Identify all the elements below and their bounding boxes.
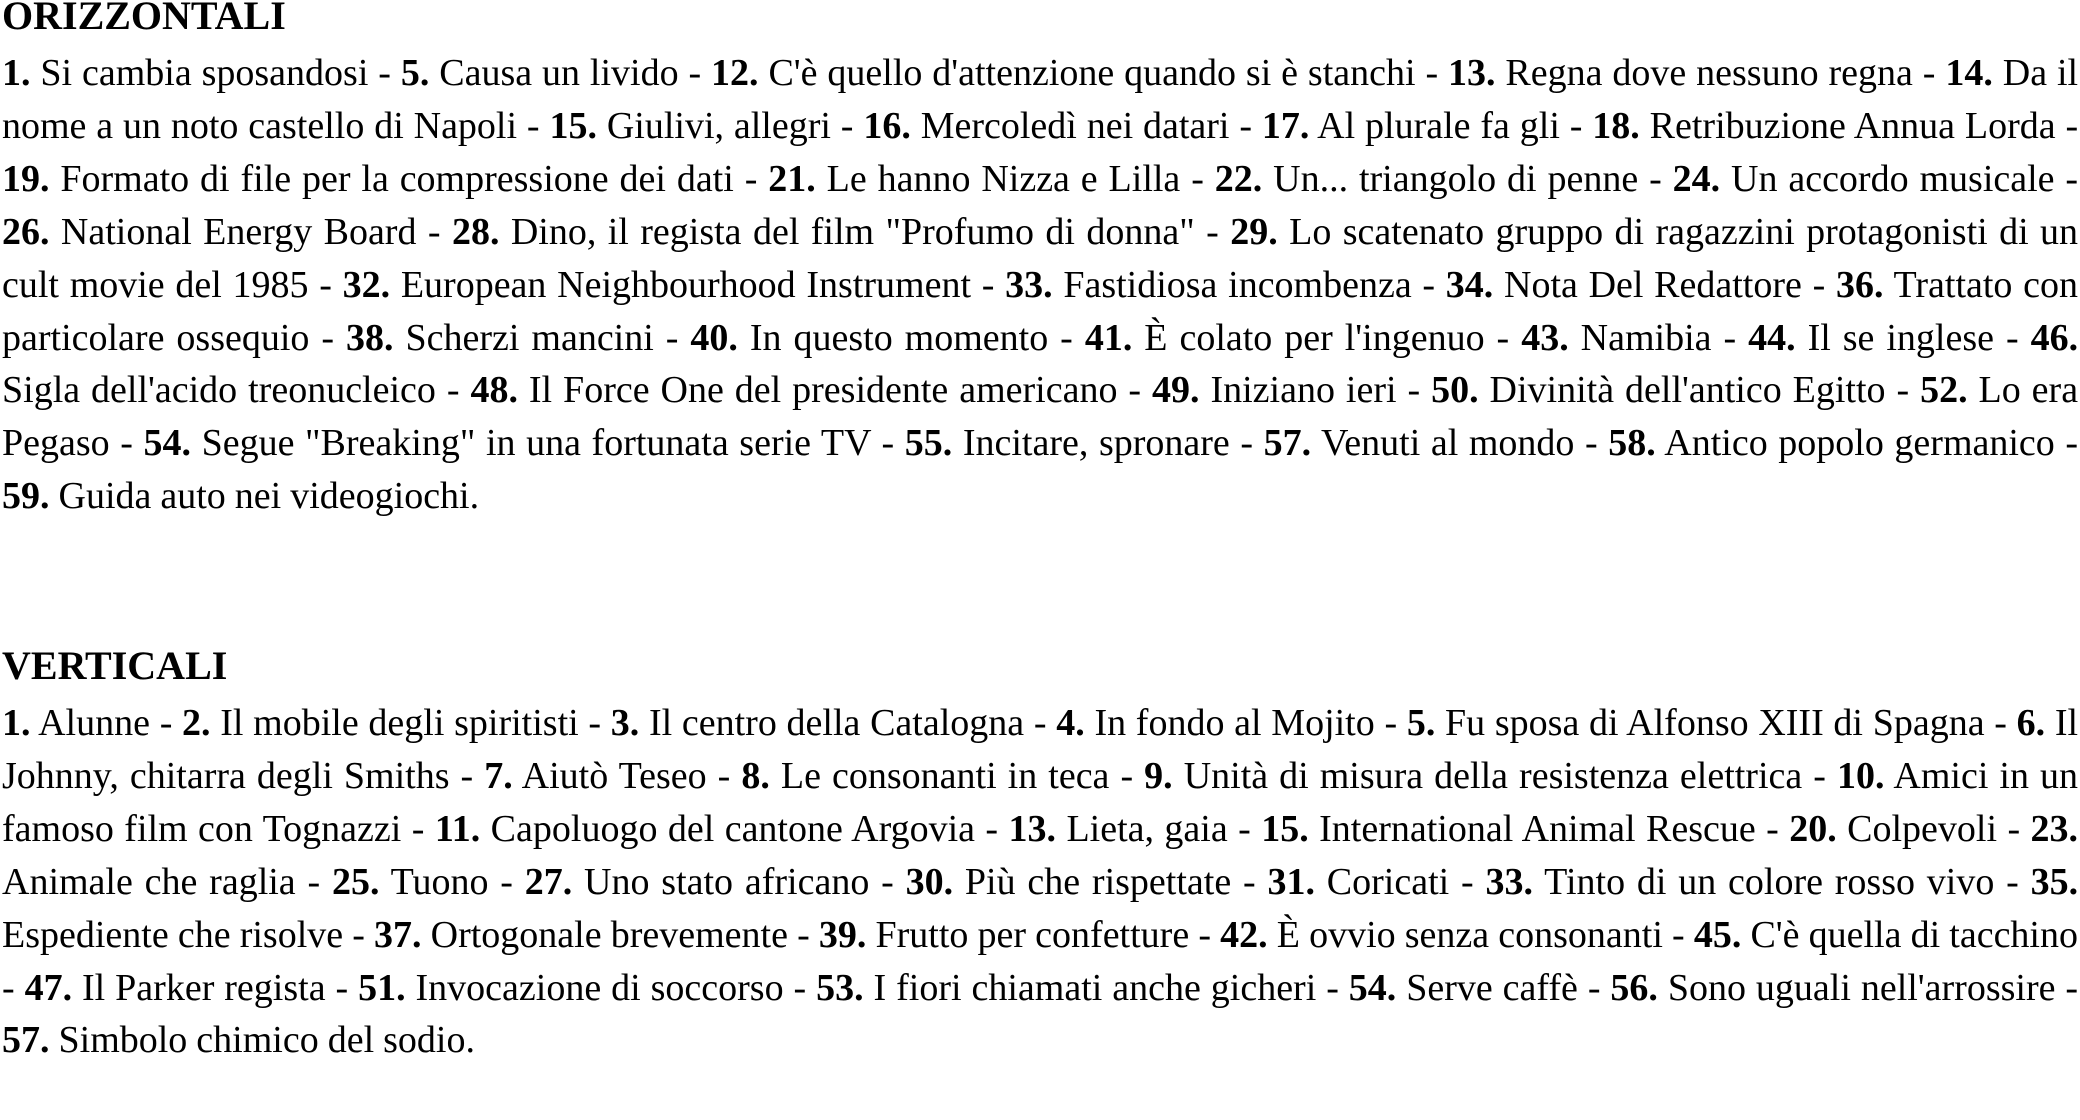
clue xyxy=(1608,422,2055,464)
clue xyxy=(1407,702,1985,744)
clue xyxy=(358,967,784,1009)
clue-text: Capoluogo del cantone Argovia xyxy=(490,807,976,850)
clue-number: 26. xyxy=(2,210,50,253)
clue-text: Segue "Breaking" in una fortunata serie TV xyxy=(201,422,871,465)
clue-number: 35. xyxy=(2030,860,2079,903)
clue-list: 1. Alunne - 2. Il mobile degli spiritisti - 3. Il centro della Catalogna - 4. In fondo al Mojito - 5. Fu sposa di Alfonso XIII di Spagna - 6. Il Johnny, chitarra degli Smiths - 7. Aiutò Teseo - 8. Le consonanti in teca - 9. Unità di misura della resistenza elettrica - 10. Amici in un famoso film con Tognazzi - 11. Capoluogo del cantone Argovia - 13. Lieta, gaia - 15. International Animal Rescue - 20. Colpevoli - 23. Animale che raglia - 25. Tuono - 27. Uno stato africano - 30. Più che rispettate - 31. Coricati - 33. Tinto di un colore rosso vivo - 35. Espediente che risolve - 37. Ortogonale brevemente - 39. Frutto per confetture - 42. È ovvio senza consonanti - 45. C'è quella di tacchino - 47. Il Parker regista - 51. Invocazione di soccorso - 53. I fiori chiamati anche gicheri - 54. Serve caffè - 56. Sono uguali nell'arrossire - 57. Simbolo chimico del sodio. xyxy=(2,702,2079,1062)
clue-number: 8. xyxy=(741,754,770,797)
clue-text: In fondo al Mojito xyxy=(1094,702,1375,744)
clue-number: 5. xyxy=(400,52,430,94)
clue xyxy=(144,422,871,464)
clue-number: 33. xyxy=(1485,860,1533,903)
clue-text: Divinità dell'antico Egitto xyxy=(1489,369,1886,412)
clue-text: Amici in un famoso film con Tognazzi xyxy=(2,754,2079,850)
clue-text: International Animal Rescue xyxy=(1319,807,1756,850)
clue-text: Namibia xyxy=(1580,316,1712,359)
clue-number: 46. xyxy=(2030,316,2079,359)
clue xyxy=(1262,105,1560,147)
clue xyxy=(1748,317,1994,359)
clue-text: Iniziano ieri xyxy=(1210,369,1397,412)
clue-text: Da il nome a un noto castello di Napoli xyxy=(2,52,2079,147)
clue-number: 25. xyxy=(331,860,380,903)
clue-text: Nota Del Redattore xyxy=(1504,263,1802,306)
clue xyxy=(525,861,870,903)
clue-number: 3. xyxy=(610,702,640,744)
clue-text: C'è quella di tacchino xyxy=(1750,913,2078,956)
clue-number: 54. xyxy=(143,422,191,465)
clue-number: 59. xyxy=(2,475,50,518)
clue xyxy=(549,105,830,147)
clue xyxy=(2,1019,475,1061)
clue-number: 18. xyxy=(1592,104,1640,147)
clue-number: 22. xyxy=(1214,157,1263,200)
clue xyxy=(711,52,1416,94)
clue xyxy=(435,808,975,850)
clue-number: 5. xyxy=(1406,702,1436,744)
clue xyxy=(1485,861,1994,903)
section-verticali xyxy=(2,643,2079,1067)
clue-text: Formato di file per la compressione dei dati xyxy=(60,157,734,200)
clue-text: È ovvio senza consonanti xyxy=(1276,913,1663,956)
section-title: ORIZZONTALI xyxy=(2,0,286,38)
clue xyxy=(470,369,1117,411)
clue-number: 57. xyxy=(1263,422,1312,465)
clue xyxy=(1215,158,1638,200)
clue-text: Un... triangolo di penne xyxy=(1273,157,1639,200)
clue-number: 38. xyxy=(346,316,394,359)
clue-number: 11. xyxy=(434,807,481,850)
clue-number: 55. xyxy=(904,422,953,465)
clue-number: 53. xyxy=(816,966,864,1009)
clue xyxy=(332,861,489,903)
clue xyxy=(1152,369,1397,411)
clue-text: National Energy Board xyxy=(60,210,417,253)
clue xyxy=(1261,808,1756,850)
clue-number: 15. xyxy=(1261,807,1309,850)
clue-text: Lieta, gaia xyxy=(1066,807,1228,850)
clue-text: Serve caffè xyxy=(1406,966,1578,1009)
clue-text: Alunne xyxy=(38,702,150,744)
clue-number: 4. xyxy=(1056,702,1085,744)
clue-number: 43. xyxy=(1521,316,1569,359)
clue-text: Tuono xyxy=(390,860,489,903)
clue xyxy=(1264,422,1575,464)
clue xyxy=(1610,967,2055,1009)
clue-number: 1. xyxy=(2,702,31,744)
clue-text: Animale che raglia xyxy=(2,860,296,903)
clue-text: Fastidiosa incombenza xyxy=(1063,263,1412,306)
clue xyxy=(1694,914,2078,956)
clue-number: 54. xyxy=(1348,966,1397,1009)
clue xyxy=(768,158,1180,200)
clue-text: Le hanno Nizza e Lilla xyxy=(826,157,1181,200)
clue-number: 21. xyxy=(768,157,816,200)
clue-number: 36. xyxy=(1835,263,1884,306)
clue-number: 9. xyxy=(1144,754,1173,797)
clue-text: Dino, il regista del film "Profumo di donna" xyxy=(510,210,1195,253)
clue-text: Al plurale fa gli xyxy=(1317,104,1560,147)
clue-text: Uno stato africano xyxy=(584,860,870,903)
clue-text: Giulivi, allegri xyxy=(606,104,831,147)
clue xyxy=(819,914,1189,956)
clue-text: Aiutò Teseo xyxy=(521,754,707,797)
clue-number: 17. xyxy=(1261,104,1310,147)
clue-list: 1. Si cambia sposandosi - 5. Causa un livido - 12. C'è quello d'attenzione quando si è stanchi - 13. Regna dove nessuno regna - 14. Da il nome a un noto castello di Napoli - 15. Giulivi, allegri - 16. Mercoledì nei datari - 17. Al plurale fa gli - 18. Retribuzione Annua Lorda - 19. Formato di file per la compressione dei dati - 21. Le hanno Nizza e Lilla - 22. Un... triangolo di penne - 24. Un accordo musicale - 26. National Energy Board - 28. Dino, il regista del film "Profumo di donna" - 29. Lo scatenato gruppo di ragazzini protagonisti di un cult movie del 1985 - 32. European Neighbourhood Instrument - 33. Fastidiosa incombenza - 34. Nota Del Redattore - 36. Trattato con particolare ossequio - 38. Scherzi mancini - 40. In questo momento - 41. È colato per l'ingenuo - 43. Namibia - 44. Il se inglese - 46. Sigla dell'acido treonucleico - 48. Il Force One del presidente americano - 49. Iniziano ieri - 50. Divinità dell'antico Egitto - 52. Lo era Pegaso - 54. Segue "Breaking" in una fortunata serie TV - 55. Incitare, spronare - 57. Venuti al mondo - 58. Antico popolo germanico - 59. Guida auto nei videogiochi. xyxy=(2,52,2079,518)
clue-text: Il se inglese xyxy=(1807,316,1995,359)
clue-number: 31. xyxy=(1267,860,1315,903)
clue-number: 48. xyxy=(470,369,518,412)
clue xyxy=(2,52,368,94)
clue-text: Le consonanti in teca xyxy=(780,754,1110,797)
clue-number: 57. xyxy=(2,1019,50,1062)
clue-text: Ortogonale brevemente xyxy=(430,913,788,956)
clue-text: Il Force One del presidente americano xyxy=(528,369,1118,412)
clue-text: Mercoledì nei datari xyxy=(920,104,1230,147)
clue-text: Coricati xyxy=(1326,860,1450,903)
clue xyxy=(25,967,326,1009)
clue xyxy=(1448,52,1913,94)
clue-number: 29. xyxy=(1230,210,1278,253)
clue-number: 27. xyxy=(524,860,573,903)
clue-text: Lo era Pegaso xyxy=(2,369,2079,465)
clue-number: 20. xyxy=(1789,807,1837,850)
clue-text: Incitare, spronare xyxy=(962,422,1230,465)
clue xyxy=(2,475,479,517)
clue-number: 40. xyxy=(690,316,738,359)
clue-number: 28. xyxy=(451,210,500,253)
clue-text: Sono uguali nell'arrossire xyxy=(1667,966,2056,1009)
clue-text: European Neighbourhood Instrument xyxy=(400,263,972,306)
clue xyxy=(1521,317,1711,359)
clue xyxy=(1144,755,1802,797)
clue-text: In questo momento xyxy=(749,316,1049,359)
clue-number: 19. xyxy=(2,157,50,200)
clue-number: 49. xyxy=(1152,369,1200,412)
clue xyxy=(484,755,706,797)
clue-text: Scherzi mancini xyxy=(405,316,654,359)
clue-number: 15. xyxy=(549,104,597,147)
clue-text: Trattato con particolare ossequio xyxy=(2,263,2079,359)
clue-number: 23. xyxy=(2030,807,2079,850)
clue-number: 41. xyxy=(1084,316,1133,359)
clue-number: 45. xyxy=(1693,913,1742,956)
clue xyxy=(1349,967,1578,1009)
clue-text: Retribuzione Annua Lorda xyxy=(1649,104,2056,147)
clue-number: 16. xyxy=(863,104,911,147)
clue-number: 24. xyxy=(1672,157,1721,200)
clue-number: 12. xyxy=(711,52,759,94)
clue xyxy=(346,317,654,359)
clue xyxy=(1673,158,2055,200)
clue-text: Colpevoli xyxy=(1847,807,1998,850)
clue-text: Unità di misura della resistenza elettrica xyxy=(1183,754,1803,797)
clue-number: 52. xyxy=(1920,369,1968,412)
clue xyxy=(1431,369,1885,411)
clue xyxy=(2,211,416,253)
clue-number: 2. xyxy=(182,702,211,744)
clue-number: 32. xyxy=(342,263,391,306)
clue xyxy=(690,317,1048,359)
clue-text: Lo scatenato gruppo di ragazzini protagonisti di un cult movie del 1985 xyxy=(2,210,2079,306)
clue-number: 56. xyxy=(1610,966,1658,1009)
clue-number: 33. xyxy=(1005,263,1053,306)
clue-number: 51. xyxy=(358,966,406,1009)
clue-number: 10. xyxy=(1836,754,1885,797)
clue xyxy=(905,422,1230,464)
clue-text: Guida auto nei videogiochi. xyxy=(58,475,480,518)
clue-text: Regna dove nessuno regna xyxy=(1505,52,1913,94)
clue-text: Il Parker regista xyxy=(82,966,326,1009)
clue-text: C'è quello d'attenzione quando si è stanchi xyxy=(768,52,1416,94)
clue xyxy=(1085,317,1485,359)
clue xyxy=(1009,808,1228,850)
clue-text: Si cambia sposandosi xyxy=(40,52,369,94)
clue-number: 14. xyxy=(1945,52,1993,94)
clue xyxy=(1056,702,1375,744)
clue-number: 30. xyxy=(905,860,954,903)
clue xyxy=(2,158,734,200)
clue xyxy=(741,755,1109,797)
clue xyxy=(1789,808,1997,850)
clue-text: Più che rispettate xyxy=(964,860,1232,903)
clue-text: Venuti al mondo xyxy=(1321,422,1575,465)
clue-number: 42. xyxy=(1220,913,1268,956)
clue-text: Il centro della Catalogna xyxy=(648,702,1025,744)
clue xyxy=(452,211,1195,253)
clue xyxy=(374,914,788,956)
clue-number: 13. xyxy=(1008,807,1057,850)
clue xyxy=(401,52,679,94)
clue-text: Espediente che risolve xyxy=(2,913,344,956)
section-title: VERTICALI xyxy=(2,643,228,688)
clue-number: 50. xyxy=(1431,369,1479,412)
clue xyxy=(182,702,579,744)
clue xyxy=(816,967,1316,1009)
clue-number: 6. xyxy=(2016,702,2046,744)
clue-text: Invocazione di soccorso xyxy=(415,966,784,1009)
clue-text: Antico popolo germanico xyxy=(1664,422,2055,465)
clue-text: Simbolo chimico del sodio. xyxy=(58,1019,475,1062)
clue-text: Il Johnny, chitarra degli Smiths xyxy=(2,702,2079,797)
clue xyxy=(2,702,150,744)
clue-text: Un accordo musicale xyxy=(1731,157,2055,200)
clue-number: 44. xyxy=(1748,316,1796,359)
section-orizzontali xyxy=(2,0,2078,523)
clue xyxy=(343,264,971,306)
clue xyxy=(863,105,1229,147)
clue-number: 13. xyxy=(1448,52,1496,94)
clue-number: 37. xyxy=(374,913,422,956)
clue-text: Il mobile degli spiritisti xyxy=(220,702,579,744)
clue xyxy=(1005,264,1412,306)
clue xyxy=(1220,914,1663,956)
clue-number: 47. xyxy=(24,966,73,1009)
clue xyxy=(1592,105,2055,147)
clue-number: 7. xyxy=(484,754,513,797)
clue-text: Fu sposa di Alfonso XIII di Spagna xyxy=(1445,702,1985,744)
clue-text: Frutto per confetture xyxy=(875,913,1190,956)
clue-text: Tinto di un colore rosso vivo xyxy=(1544,860,1995,903)
clue-text: Causa un livido xyxy=(439,52,679,94)
clue-text: È colato per l'ingenuo xyxy=(1144,316,1485,359)
clue-number: 1. xyxy=(2,52,31,94)
clue-text: Sigla dell'acido treonucleico xyxy=(2,369,436,412)
clue-number: 39. xyxy=(818,913,867,956)
clue xyxy=(906,861,1232,903)
clue-text: I fiori chiamati anche gicheri xyxy=(873,966,1317,1009)
clue xyxy=(611,702,1024,744)
clue xyxy=(1267,861,1449,903)
clue-number: 34. xyxy=(1445,263,1494,306)
clue xyxy=(1446,264,1802,306)
clue-number: 58. xyxy=(1608,422,1656,465)
